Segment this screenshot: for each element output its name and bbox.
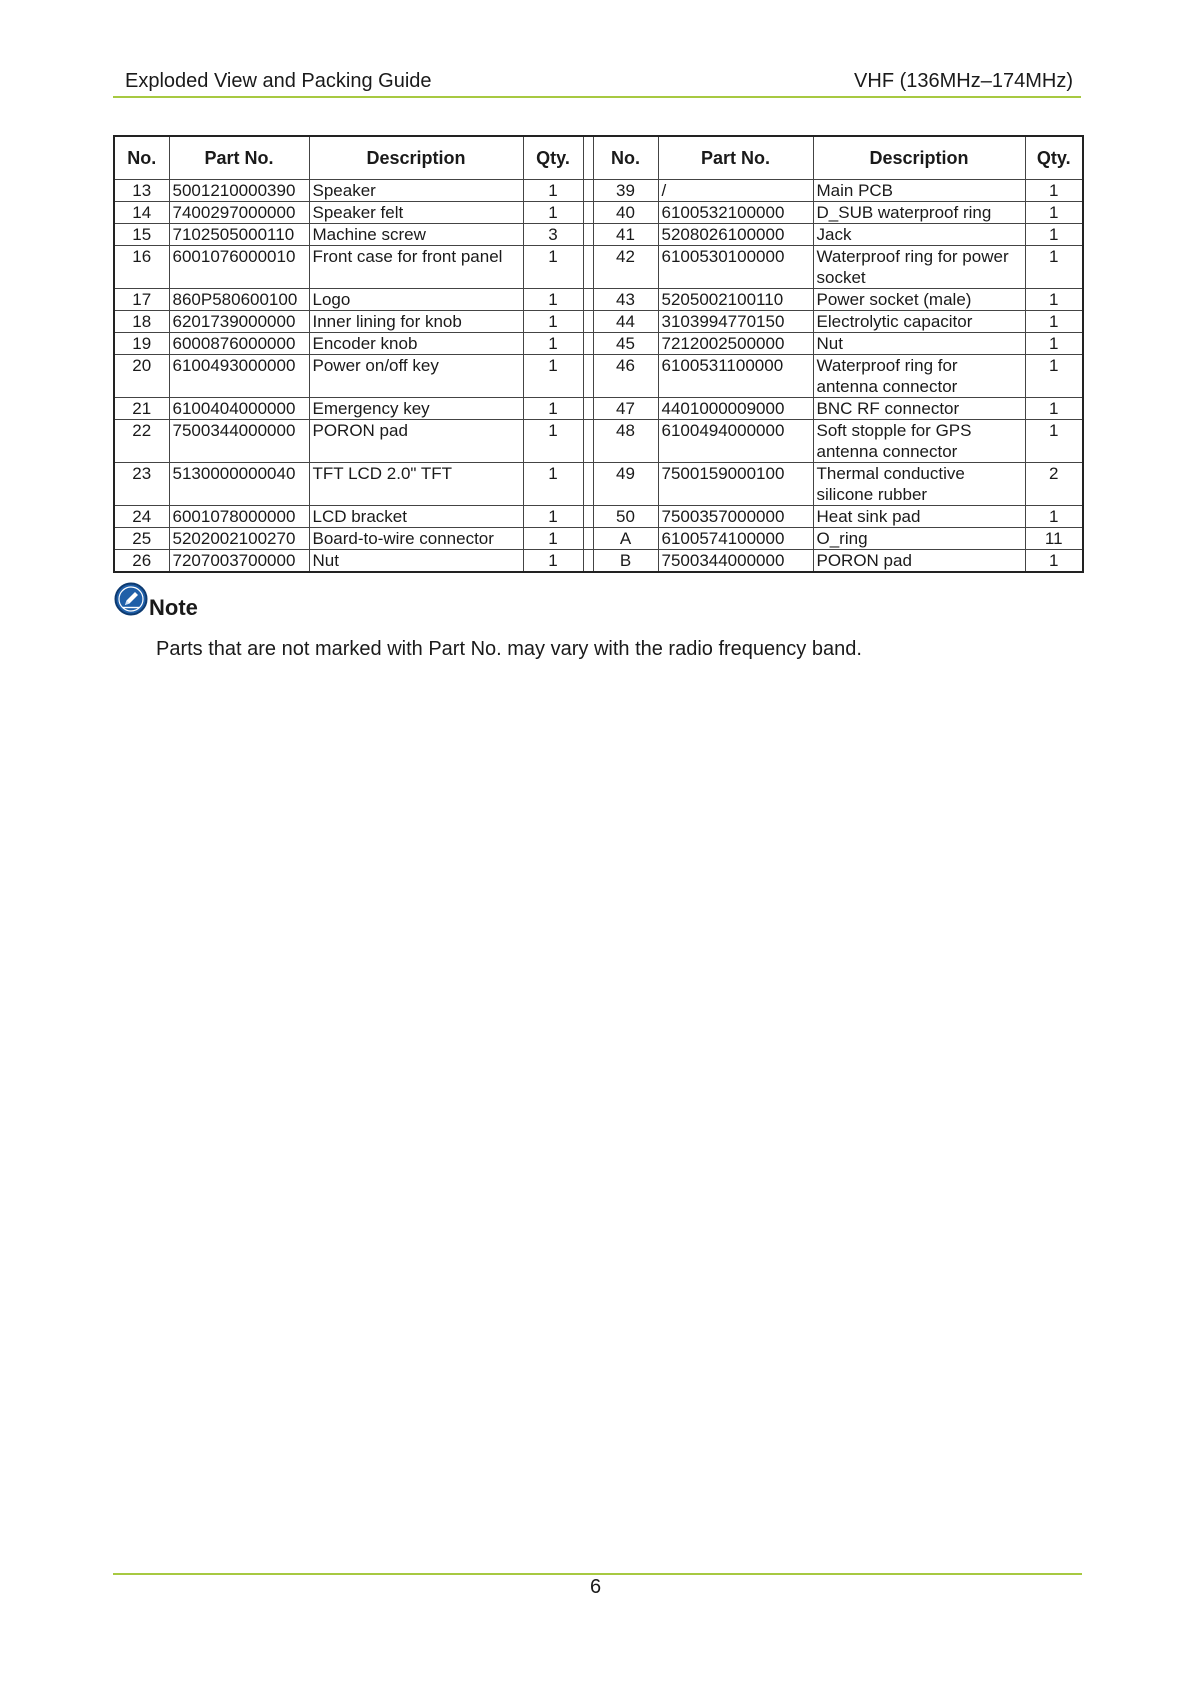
note-title: Note <box>149 595 198 620</box>
cell-no: B <box>593 550 658 573</box>
cell-description: Soft stopple for GPS antenna connector <box>813 420 1025 463</box>
table-row <box>114 311 1083 333</box>
cell-description: Emergency key <box>309 398 523 420</box>
cell-no: 24 <box>114 506 169 528</box>
column-separator <box>583 224 593 246</box>
cell-description: Encoder knob <box>309 333 523 355</box>
table-row <box>114 224 1083 246</box>
cell-description: Machine screw <box>309 224 523 246</box>
cell-part-no: 7212002500000 <box>658 333 813 355</box>
header-part-no: Part No. <box>169 136 309 180</box>
pencil-note-icon <box>114 582 148 616</box>
column-separator <box>583 398 593 420</box>
cell-part-no: 7400297000000 <box>169 202 309 224</box>
column-separator <box>583 136 593 180</box>
cell-no: 19 <box>114 333 169 355</box>
cell-qty: 1 <box>1025 224 1083 246</box>
table-row <box>114 289 1083 311</box>
cell-no: 25 <box>114 528 169 550</box>
column-separator <box>583 550 593 573</box>
column-separator <box>583 180 593 202</box>
cell-qty: 1 <box>523 506 583 528</box>
cell-description: Front case for front panel <box>309 246 523 289</box>
cell-part-no: 6100531100000 <box>658 355 813 398</box>
cell-description: Speaker felt <box>309 202 523 224</box>
cell-description: BNC RF connector <box>813 398 1025 420</box>
cell-qty: 1 <box>523 355 583 398</box>
cell-part-no: 5208026100000 <box>658 224 813 246</box>
cell-qty: 1 <box>1025 202 1083 224</box>
cell-qty: 1 <box>523 463 583 506</box>
cell-no: 41 <box>593 224 658 246</box>
cell-qty: 1 <box>523 180 583 202</box>
cell-part-no: 4401000009000 <box>658 398 813 420</box>
cell-no: 22 <box>114 420 169 463</box>
header-qty: Qty. <box>1025 136 1083 180</box>
table-row <box>114 202 1083 224</box>
cell-no: 48 <box>593 420 658 463</box>
column-separator <box>583 289 593 311</box>
cell-description: PORON pad <box>813 550 1025 573</box>
table-row <box>114 398 1083 420</box>
cell-qty: 1 <box>523 333 583 355</box>
cell-part-no: 6100494000000 <box>658 420 813 463</box>
cell-no: 47 <box>593 398 658 420</box>
cell-qty: 1 <box>523 246 583 289</box>
column-separator <box>583 463 593 506</box>
column-separator <box>583 420 593 463</box>
cell-description: Inner lining for knob <box>309 311 523 333</box>
cell-description: Board-to-wire connector <box>309 528 523 550</box>
cell-no: 13 <box>114 180 169 202</box>
cell-no: 40 <box>593 202 658 224</box>
cell-part-no: 6100532100000 <box>658 202 813 224</box>
cell-qty: 1 <box>1025 506 1083 528</box>
cell-qty: 1 <box>1025 311 1083 333</box>
cell-no: A <box>593 528 658 550</box>
cell-description: O_ring <box>813 528 1025 550</box>
cell-qty: 1 <box>523 398 583 420</box>
cell-qty: 1 <box>1025 246 1083 289</box>
header-qty: Qty. <box>523 136 583 180</box>
cell-description: LCD bracket <box>309 506 523 528</box>
cell-qty: 3 <box>523 224 583 246</box>
cell-qty: 1 <box>523 420 583 463</box>
parts-table-body <box>114 180 1083 573</box>
cell-description: Electrolytic capacitor <box>813 311 1025 333</box>
table-row <box>114 180 1083 202</box>
cell-description: TFT LCD 2.0" TFT <box>309 463 523 506</box>
table-row <box>114 550 1083 573</box>
cell-part-no: 7102505000110 <box>169 224 309 246</box>
table-row <box>114 246 1083 289</box>
cell-description: Speaker <box>309 180 523 202</box>
table-row <box>114 528 1083 550</box>
frequency-band-title: VHF (136MHz–174MHz) <box>854 70 1073 92</box>
cell-description: Logo <box>309 289 523 311</box>
cell-part-no: 6001078000000 <box>169 506 309 528</box>
cell-description: Nut <box>813 333 1025 355</box>
cell-part-no: 5202002100270 <box>169 528 309 550</box>
cell-no: 39 <box>593 180 658 202</box>
cell-no: 23 <box>114 463 169 506</box>
column-separator <box>583 246 593 289</box>
column-separator <box>583 202 593 224</box>
column-separator <box>583 506 593 528</box>
cell-qty: 1 <box>1025 180 1083 202</box>
cell-qty: 1 <box>1025 333 1083 355</box>
cell-part-no: 6100574100000 <box>658 528 813 550</box>
table-header-row <box>114 136 1083 180</box>
footer-divider <box>113 1573 1082 1575</box>
cell-no: 43 <box>593 289 658 311</box>
cell-qty: 2 <box>1025 463 1083 506</box>
cell-no: 46 <box>593 355 658 398</box>
cell-qty: 1 <box>1025 420 1083 463</box>
cell-part-no: 5130000000040 <box>169 463 309 506</box>
cell-description: PORON pad <box>309 420 523 463</box>
cell-qty: 1 <box>1025 398 1083 420</box>
header-no: No. <box>593 136 658 180</box>
cell-no: 20 <box>114 355 169 398</box>
header-no: No. <box>114 136 169 180</box>
table-row <box>114 420 1083 463</box>
cell-no: 49 <box>593 463 658 506</box>
cell-qty: 11 <box>1025 528 1083 550</box>
cell-qty: 1 <box>523 550 583 573</box>
cell-description: Waterproof ring for antenna connector <box>813 355 1025 398</box>
cell-part-no: 5205002100110 <box>658 289 813 311</box>
header-part-no: Part No. <box>658 136 813 180</box>
cell-no: 16 <box>114 246 169 289</box>
cell-no: 14 <box>114 202 169 224</box>
note-text: Parts that are not marked with Part No. may vary with the radio frequency band. <box>156 638 862 660</box>
cell-description: Waterproof ring for power socket <box>813 246 1025 289</box>
parts-table <box>113 135 1084 573</box>
cell-no: 44 <box>593 311 658 333</box>
cell-description: Power on/off key <box>309 355 523 398</box>
cell-part-no: 6000876000000 <box>169 333 309 355</box>
cell-part-no: 7500159000100 <box>658 463 813 506</box>
column-separator <box>583 528 593 550</box>
cell-qty: 1 <box>523 311 583 333</box>
cell-no: 17 <box>114 289 169 311</box>
column-separator <box>583 355 593 398</box>
cell-qty: 1 <box>1025 550 1083 573</box>
cell-part-no: 860P580600100 <box>169 289 309 311</box>
cell-description: Heat sink pad <box>813 506 1025 528</box>
cell-qty: 1 <box>523 528 583 550</box>
page-number: 6 <box>589 1576 602 1598</box>
cell-part-no: 7500357000000 <box>658 506 813 528</box>
cell-qty: 1 <box>1025 355 1083 398</box>
document-title: Exploded View and Packing Guide <box>125 70 432 92</box>
cell-part-no: 6100404000000 <box>169 398 309 420</box>
cell-part-no: 6201739000000 <box>169 311 309 333</box>
cell-part-no: 7500344000000 <box>169 420 309 463</box>
cell-part-no: 3103994770150 <box>658 311 813 333</box>
column-separator <box>583 333 593 355</box>
cell-no: 45 <box>593 333 658 355</box>
cell-part-no: 6001076000010 <box>169 246 309 289</box>
cell-no: 18 <box>114 311 169 333</box>
header-description: Description <box>309 136 523 180</box>
cell-part-no: 5001210000390 <box>169 180 309 202</box>
header-description: Description <box>813 136 1025 180</box>
cell-part-no: 6100493000000 <box>169 355 309 398</box>
cell-part-no: / <box>658 180 813 202</box>
cell-part-no: 6100530100000 <box>658 246 813 289</box>
cell-no: 21 <box>114 398 169 420</box>
table-row <box>114 463 1083 506</box>
page-header <box>113 62 1081 98</box>
table-row <box>114 506 1083 528</box>
cell-description: Jack <box>813 224 1025 246</box>
cell-no: 15 <box>114 224 169 246</box>
column-separator <box>583 311 593 333</box>
cell-description: Nut <box>309 550 523 573</box>
cell-no: 50 <box>593 506 658 528</box>
cell-description: Main PCB <box>813 180 1025 202</box>
cell-qty: 1 <box>523 202 583 224</box>
cell-description: Power socket (male) <box>813 289 1025 311</box>
cell-description: Thermal conductive silicone rubber <box>813 463 1025 506</box>
cell-part-no: 7207003700000 <box>169 550 309 573</box>
cell-no: 42 <box>593 246 658 289</box>
cell-qty: 1 <box>1025 289 1083 311</box>
cell-description: D_SUB waterproof ring <box>813 202 1025 224</box>
table-row <box>114 355 1083 398</box>
cell-part-no: 7500344000000 <box>658 550 813 573</box>
cell-qty: 1 <box>523 289 583 311</box>
cell-no: 26 <box>114 550 169 573</box>
table-row <box>114 333 1083 355</box>
